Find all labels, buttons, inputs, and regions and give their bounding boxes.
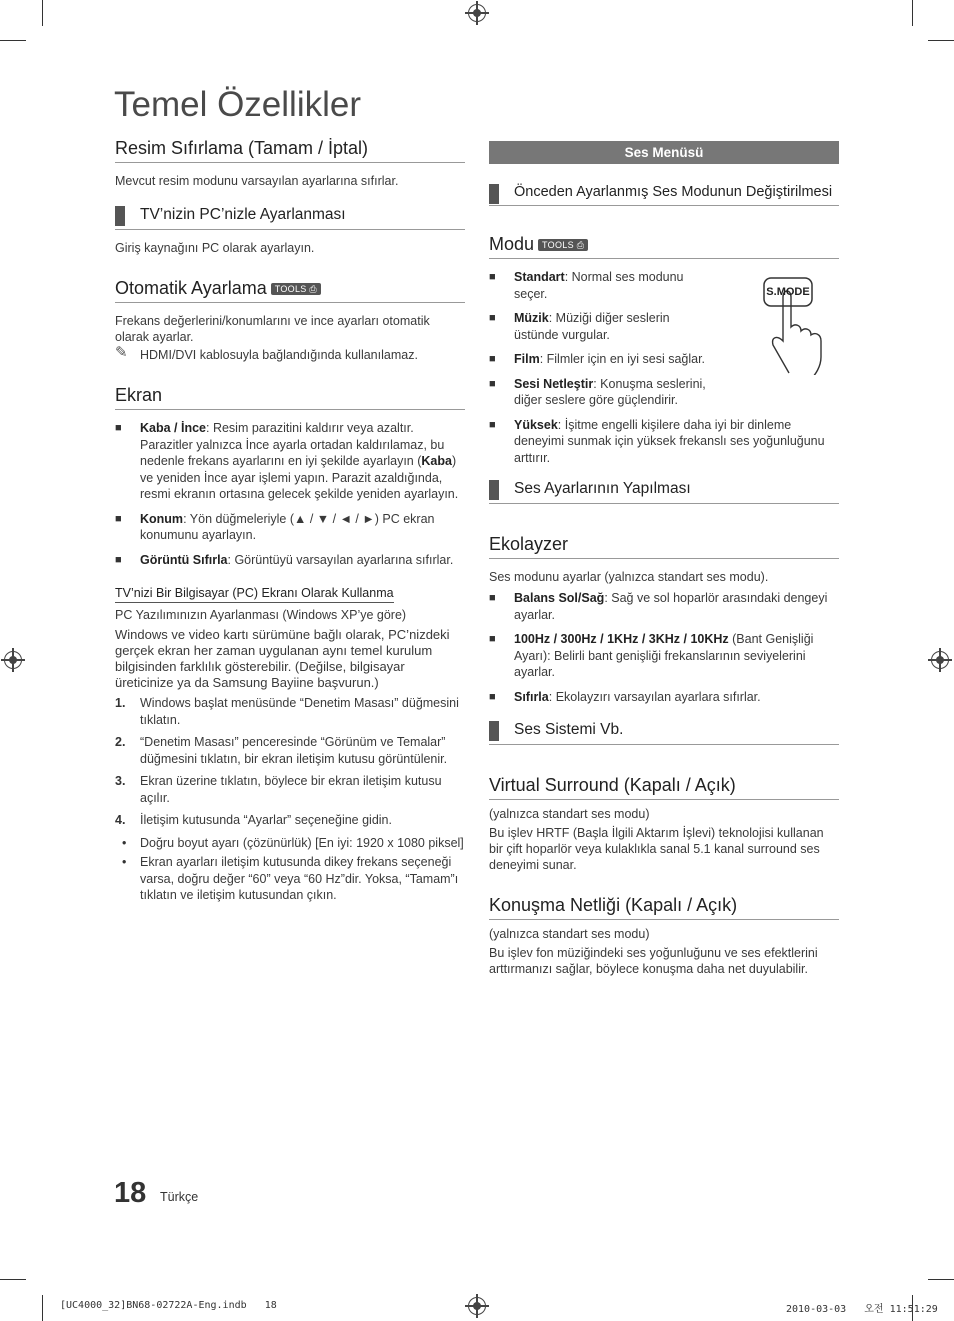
footer-date-info: 2010-03-03 오전 11:51:29	[786, 1304, 938, 1315]
step-3: 3. Ekran üzerine tıklatın, böylece bir ekran iletişim kutusu açılır.	[115, 774, 442, 805]
tools-badge-icon: TOOLS ⎙	[271, 283, 321, 295]
heading-ses-sistemi: Ses Sistemi Vb.	[489, 721, 839, 745]
registration-mark-right-icon	[931, 651, 949, 669]
heading-ses-modu-degistirme: Önceden Ayarlanmış Ses Modunun Değiştirilmesi	[489, 184, 839, 206]
heading-resim-sifirlama: Resim Sıfırlama (Tamam / İptal)	[115, 138, 465, 163]
ses-menusu-bar: Ses Menüsü	[489, 141, 839, 164]
list-item-balans: ■ Balans Sol/Sağ: Sağ ve sol hoparlör arasındaki dengeyi ayarlar.	[489, 590, 839, 623]
heading-ekolayzer: Ekolayzer	[489, 534, 839, 559]
footer-language: Türkçe	[160, 1190, 199, 1204]
heading-modu-label: Modu	[489, 234, 535, 254]
list-item-muzik: ■ Müzik: Müziği diğer seslerin üstünde vurgular.	[489, 310, 714, 343]
list-item-standart: ■ Standart: Normal ses modunu seçer.	[489, 269, 714, 302]
page-title: Temel Özellikler	[114, 85, 361, 124]
dot-item-boyut: • Doğru boyut ayarı (çözünürlük) [En iyi: 1920 x 1080 piksel]	[115, 835, 465, 852]
registration-mark-top-icon	[468, 4, 486, 22]
heading-ses-ayarlari: Ses Ayarlarının Yapılması	[489, 480, 839, 504]
text-ekolayzer: Ses modunu ayarlar (yalnızca standart ses modu).	[489, 570, 769, 584]
text-resim-sifirlama: Mevcut resim modunu varsayılan ayarlarına sıfırlar.	[115, 174, 399, 188]
tools-badge-icon: TOOLS ⎙	[538, 239, 588, 251]
step-2: 2. “Denetim Masası” penceresinde “Görünüm ve Temalar” düğmesini tıklatın, bir ekran iletişim kutusu görüntülenir.	[115, 735, 448, 766]
list-item-sifirla: ■ Sıfırla: Ekolayzırı varsayılan ayarlara sıfırlar.	[489, 689, 839, 706]
note-virtual-surround: (yalnızca standart ses modu)	[489, 807, 650, 821]
list-item-bant: ■ 100Hz / 300Hz / 1KHz / 3KHz / 10KHz (Bant Genişliği Ayarı): Belirli bant genişliği frekanslarının seviyelerini ayarlar.	[489, 631, 839, 681]
list-item-film: ■ Film: Filmler için en iyi sesi sağlar.	[489, 351, 744, 368]
note-hdmi: ✎ HDMI/DVI kablosuyla bağlandığında kullanılamaz.	[115, 344, 418, 362]
text-pc-aciklama: Windows ve video kartı sürümüne bağlı olarak, PC’nizdeki gerçek ekran her zaman uygulanan aynı temel kurulum bilgisinden farklılık gösterebilir. (Değilse, bilgisayar üreticinize ya da Samsung Bayiine başvurun.)	[115, 627, 450, 690]
list-item-konum: ■ Konum: Yön düğmeleriyle (▲ / ▼ / ◄ / ►) PC ekran konumunu ayarlayın.	[115, 511, 465, 544]
list-item-goruntu-sifirla: ■ Görüntü Sıfırla: Görüntüyü varsayılan ayarlarına sıfırlar.	[115, 552, 465, 569]
heading-pc-ekran-kullanma: TV’nizi Bir Bilgisayar (PC) Ekranı Olarak Kullanma	[115, 586, 394, 603]
text-virtual-surround: Bu işlev HRTF (Başla İlgili Aktarım İşlevi) teknolojisi kullanan bir çift hoparlör veya kulaklıkla sanal 5.1 kanal surround ses deneyimi sunar.	[489, 826, 824, 872]
right-column	[489, 138, 839, 977]
list-item-sesi-netlestir: ■ Sesi Netleştir: Konuşma seslerini, diğer seslere göre güçlendirir.	[489, 376, 724, 409]
pencil-note-icon: ✎	[115, 344, 128, 361]
text-otomatik-ayarlama: Frekans değerlerini/konumlarını ve ince ayarları otomatik olarak ayarlar.	[115, 314, 430, 344]
heading-otomatik-ayarlama	[115, 278, 465, 303]
heading-modu	[489, 234, 839, 259]
heading-pc-ayarlanmasi: TV’nizin PC’nizle Ayarlanması	[115, 206, 465, 230]
list-item-yuksek: ■ Yüksek: İşitme engelli kişilere daha iyi bir dinleme deneyimi sunmak için yüksek frekanslı ses yoğunluğunu arttırır.	[489, 417, 839, 467]
registration-mark-left-icon	[4, 651, 22, 669]
left-column	[115, 138, 465, 907]
list-item-kaba-ince: ■ Kaba / İnce: Resim parazitini kaldırır veya azaltır. Parazitler yalnızca İnce ayarla ortadan kaldırılamaz, bu nedenle frekans ayarlarını en iyi şekilde ayarlayın (Kaba) ve yeniden İnce ayar işlemi yapın. Parazit azaldığında, resmi ekranın ortasına gelecek şekilde yeniden ayarlayın.	[115, 420, 465, 503]
step-1: 1. Windows başlat menüsünde “Denetim Masası” düğmesini tıklatın.	[115, 696, 459, 727]
page-number: 18	[114, 1177, 147, 1209]
text-konusma-netligi: Bu işlev fon müziğindeki ses yoğunluğunu ve ses efektlerini arttırmanızı sağlar, böylece konuşma daha net duyulabilir.	[489, 946, 818, 976]
dot-item-frekans: • Ekran ayarları iletişim kutusunda dikey frekans seçeneği varsa, doğru değer “60” veya “60 Hz”dir. Yoksa, “Tamam”ı tıklatın ve iletişim kutusundan çıkın.	[115, 854, 465, 904]
heading-konusma-netligi: Konuşma Netliği (Kapalı / Açık)	[489, 895, 839, 920]
text-pc-ayarlanmasi: Giriş kaynağını PC olarak ayarlayın.	[115, 241, 315, 255]
heading-ekran: Ekran	[115, 385, 465, 410]
heading-otomatik-ayarlama-label: Otomatik Ayarlama	[115, 278, 267, 298]
text-pc-yazilim: PC Yazılımınızın Ayarlanması (Windows XP’ye göre)	[115, 608, 407, 622]
smode-label: S.MODE	[766, 286, 810, 298]
note-konusma-netligi: (yalnızca standart ses modu)	[489, 927, 650, 941]
smode-button-illustration	[759, 275, 839, 375]
footer-file-info: [UC4000_32]BN68-02722A-Eng.indb 18	[60, 1300, 277, 1311]
registration-mark-bottom-icon	[468, 1297, 486, 1315]
step-4: 4. İletişim kutusunda “Ayarlar” seçeneğine gidin.	[115, 813, 392, 827]
heading-virtual-surround: Virtual Surround (Kapalı / Açık)	[489, 775, 839, 800]
